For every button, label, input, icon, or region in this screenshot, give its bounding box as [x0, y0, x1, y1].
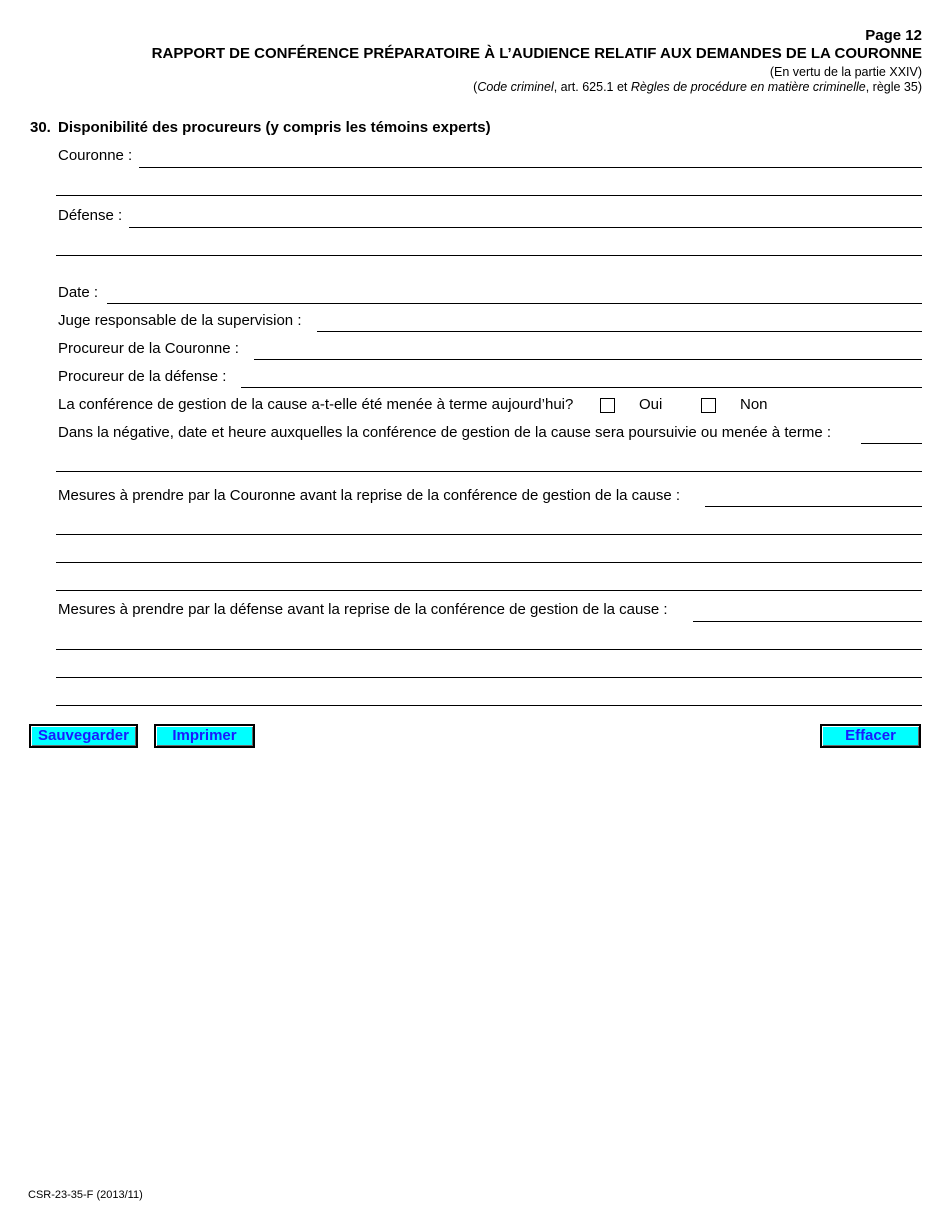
couronne-label: Couronne :: [58, 147, 133, 164]
save-button[interactable]: Sauvegarder: [29, 724, 138, 748]
couronne-field-extra-line[interactable]: [56, 195, 922, 196]
form-code: CSR-23-35-F (2013/11): [28, 1189, 143, 1201]
date-field[interactable]: [107, 303, 922, 304]
form-title: RAPPORT DE CONFÉRENCE PRÉPARATOIRE À L’AUDIENCE RELATIF AUX DEMANDES DE LA COURONNE: [151, 45, 922, 62]
crown-measures-label: Mesures à prendre par la Couronne avant la reprise de la conférence de gestion de la cause :: [58, 487, 681, 504]
couronne-field[interactable]: [139, 167, 922, 168]
section-number: 30.: [30, 119, 51, 136]
if-not-label: Dans la négative, date et heure auxquelles la conférence de gestion de la cause sera poursuivie ou menée à terme :: [58, 424, 831, 441]
no-checkbox[interactable]: [701, 398, 716, 413]
defense-measures-label: Mesures à prendre par la défense avant la reprise de la conférence de gestion de la cause :: [58, 601, 668, 618]
defense-attorney-field[interactable]: [241, 387, 922, 388]
defense-label: Défense :: [58, 207, 123, 224]
crown-measures-field[interactable]: [705, 506, 922, 507]
crown-measures-line-3[interactable]: [56, 562, 922, 563]
no-label: Non: [740, 396, 768, 413]
subtitle-open: (: [473, 80, 478, 94]
crown-measures-line-2[interactable]: [56, 534, 922, 535]
if-not-field[interactable]: [861, 443, 922, 444]
yes-label: Oui: [639, 396, 663, 413]
subtitle-mid: , art. 625.1 et: [553, 80, 631, 94]
yes-checkbox[interactable]: [600, 398, 615, 413]
crown-attorney-field[interactable]: [254, 359, 922, 360]
subtitle-end: , règle 35): [865, 80, 922, 94]
defense-field[interactable]: [129, 227, 922, 228]
subtitle-rules: Règles de procédure en matière criminelle: [630, 80, 866, 94]
section-title: Disponibilité des procureurs (y compris les témoins experts): [58, 119, 491, 136]
if-not-field-extra-line[interactable]: [56, 471, 922, 472]
judge-label: Juge responsable de la supervision :: [58, 312, 302, 329]
form-subtitle-part: (En vertu de la partie XXIV): [769, 65, 922, 79]
crown-attorney-label: Procureur de la Couronne :: [58, 340, 239, 357]
print-button[interactable]: Imprimer: [154, 724, 255, 748]
subtitle-code: Code criminel: [477, 80, 554, 94]
judge-field[interactable]: [317, 331, 922, 332]
defense-measures-line-4[interactable]: [56, 705, 922, 706]
clear-button[interactable]: Effacer: [820, 724, 921, 748]
completed-question-label: La conférence de gestion de la cause a-t-elle été menée à terme aujourd’hui?: [58, 396, 574, 413]
defense-field-extra-line[interactable]: [56, 255, 922, 256]
defense-measures-line-2[interactable]: [56, 649, 922, 650]
defense-measures-field[interactable]: [693, 621, 922, 622]
date-label: Date :: [58, 284, 99, 301]
crown-measures-line-4[interactable]: [56, 590, 922, 591]
defense-attorney-label: Procureur de la défense :: [58, 368, 227, 385]
defense-measures-line-3[interactable]: [56, 677, 922, 678]
page-number: Page 12: [865, 27, 922, 44]
form-subtitle-statute: [473, 80, 922, 94]
